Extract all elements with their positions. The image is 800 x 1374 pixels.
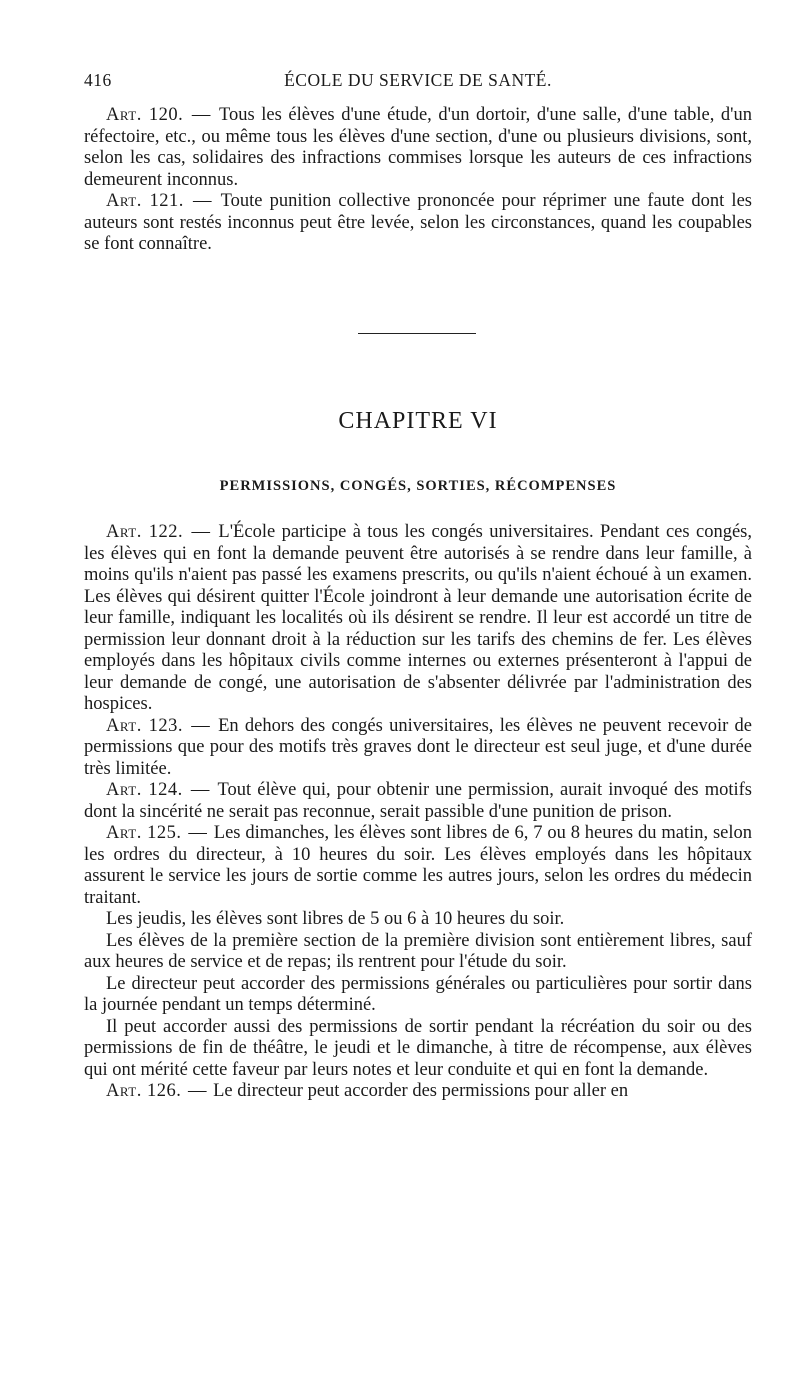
article-label: Art. 121.: [106, 191, 184, 211]
articles-122-126: [84, 522, 752, 1103]
article-text: Tous les élèves d'une étude, d'un dortoir, d'une salle, d'une table, d'un réfectoire, etc., ou même tous les élèves d'une section, d'une ou plusieurs divisions, sont, selon les cas, solidaires des infractions commises lorsque les auteurs de ces infractions demeurent inconnus.: [84, 105, 752, 190]
article-122: Art. 122. — L'École participe à tous les congés universitaires. Pendant ces congés, les élèves qui en font la demande peuvent être autorisés à se rendre dans leur famille, à moins qu'ils n'aient pas passé les examens prescrits, ou qu'ils n'aient échoué à un examen. Les élèves qui désirent quitter l'École joindront à leur demande une autorisation écrite de leur famille, indiquant les localités où ils désirent se rendre. Il leur est accordé un titre de permission leur donnant droit à la réduction sur les tarifs des chemins de fer. Les élèves employés dans les hôpitaux civils comme internes ou externes présenteront à l'appui de leur demande de congé, une autorisation de s'absenter délivrée par l'administration des hospices.: [84, 522, 752, 714]
page-number: 416: [84, 70, 112, 90]
article-text: Toute punition collective prononcée pour réprimer une faute dont les auteurs sont restés inconnus peut être levée, selon les circonstances, quand les coupables se font connaître.: [84, 191, 752, 254]
chapter-title: CHAPITRE VI: [338, 408, 498, 434]
article-text: Tout élève qui, pour obtenir une permission, aurait invoqué des motifs dont la sincérité ne serait pas reconnue, serait passible d'une punition de prison.: [84, 780, 752, 822]
article-123: Art. 123. — En dehors des congés universitaires, les élèves ne peuvent recevoir de permissions que pour des motifs très graves dont le directeur est seul juge, et d'une durée très limitée.: [84, 715, 752, 779]
article-text: Le directeur peut accorder des permissions pour aller en: [213, 1081, 629, 1101]
paragraph-jeudis: [84, 909, 752, 931]
article-text: Les dimanches, les élèves sont libres de 6, 7 ou 8 heures du matin, selon les ordres du directeur, à 10 heures du soir. Les élèves employés dans les hôpitaux assurent le service les jours de sortie comme les autres jours, selon les ordres du médecin traitant.: [84, 823, 752, 908]
article-125: Art. 125. — Les dimanches, les élèves sont libres de 6, 7 ou 8 heures du matin, selon les ordres du directeur, à 10 heures du soir. Les élèves employés dans les hôpitaux assurent le service les jours de sortie comme les autres jours, selon les ordres du médecin traitant.: [84, 823, 752, 908]
paragraph-directeur: [84, 974, 752, 1017]
article-label: Art. 123.: [106, 715, 183, 736]
section-divider: [358, 333, 476, 334]
article-label: Art. 122.: [106, 522, 184, 542]
article-label: Art. 120.: [106, 105, 184, 125]
paragraph-premiere-section: [84, 931, 752, 974]
chapter-subtitle: PERMISSIONS, CONGÉS, SORTIES, RÉCOMPENSES: [219, 478, 617, 494]
running-title: ÉCOLE DU SERVICE DE SANTÉ.: [284, 70, 552, 90]
article-label: Art. 124.: [106, 780, 183, 800]
article-text: L'École participe à tous les congés universitaires. Pendant ces congés, les élèves qui en font la demande peuvent être autorisés à se rendre dans leur famille, à moins qu'ils n'aient pas passé les examens prescrits, ou qu'ils n'aient échoué à un examen. Les élèves qui désirent quitter l'École joindront à leur demande une autorisation écrite de leur famille, indiquant les localités où ils désirent se rendre. Il leur est accordé un titre de permission leur donnant droit à la réduction sur les tarifs des chemins de fer. Les élèves employés dans les hôpitaux civils comme internes ou externes présenteront à l'appui de leur demande de congé, une autorisation de s'absenter délivrée par l'administration des hospices.: [84, 522, 752, 714]
paragraph-text: Il peut accorder aussi des permissions de sortir pendant la récréation du soir ou des permissions de fin de théâtre, le jeudi et le dimanche, à titre de récompense, aux élèves qui ont mérité cette faveur par leurs notes et leur conduite et qui en font la demande.: [84, 1016, 752, 1080]
articles-120-121: [84, 105, 752, 256]
paragraph-text: Les élèves de la première section de la première division sont entièrement libres, sauf aux heures de service et de repas; ils rentrent pour l'étude du soir.: [84, 930, 752, 972]
article-label: Art. 125.: [106, 823, 182, 843]
running-head: [84, 70, 752, 92]
article-124: Art. 124. — Tout élève qui, pour obtenir une permission, aurait invoqué des motifs dont la sincérité ne serait pas reconnue, serait passible d'une punition de prison.: [84, 780, 752, 822]
paragraph-text: Le directeur peut accorder des permissions générales ou particulières pour sortir dans la journée pendant un temps déterminé.: [84, 973, 752, 1015]
paragraph-text: Les jeudis, les élèves sont libres de 5 ou 6 à 10 heures du soir.: [106, 909, 565, 929]
article-121: Art. 121. — Toute punition collective prononcée pour réprimer une faute dont les auteurs sont restés inconnus peut être levée, selon les circonstances, quand les coupables se font connaître.: [84, 191, 752, 254]
article-120: Art. 120. — Tous les élèves d'une étude, d'un dortoir, d'une salle, d'une table, d'un réfectoire, etc., ou même tous les élèves d'une section, d'une ou plusieurs divisions, sont, selon les cas, solidaires des infractions commises lorsque les auteurs de ces infractions demeurent inconnus.: [84, 105, 752, 190]
article-126: Art. 126. — Le directeur peut accorder des permissions pour aller en: [106, 1081, 629, 1101]
article-label: Art. 126.: [106, 1081, 182, 1101]
paragraph-permissions-soir: [84, 1017, 752, 1082]
article-text: En dehors des congés universitaires, les élèves ne peuvent recevoir de permissions que pour des motifs très graves dont le directeur est seul juge, et d'une durée très limitée.: [84, 715, 752, 779]
document-page: [84, 70, 752, 1101]
